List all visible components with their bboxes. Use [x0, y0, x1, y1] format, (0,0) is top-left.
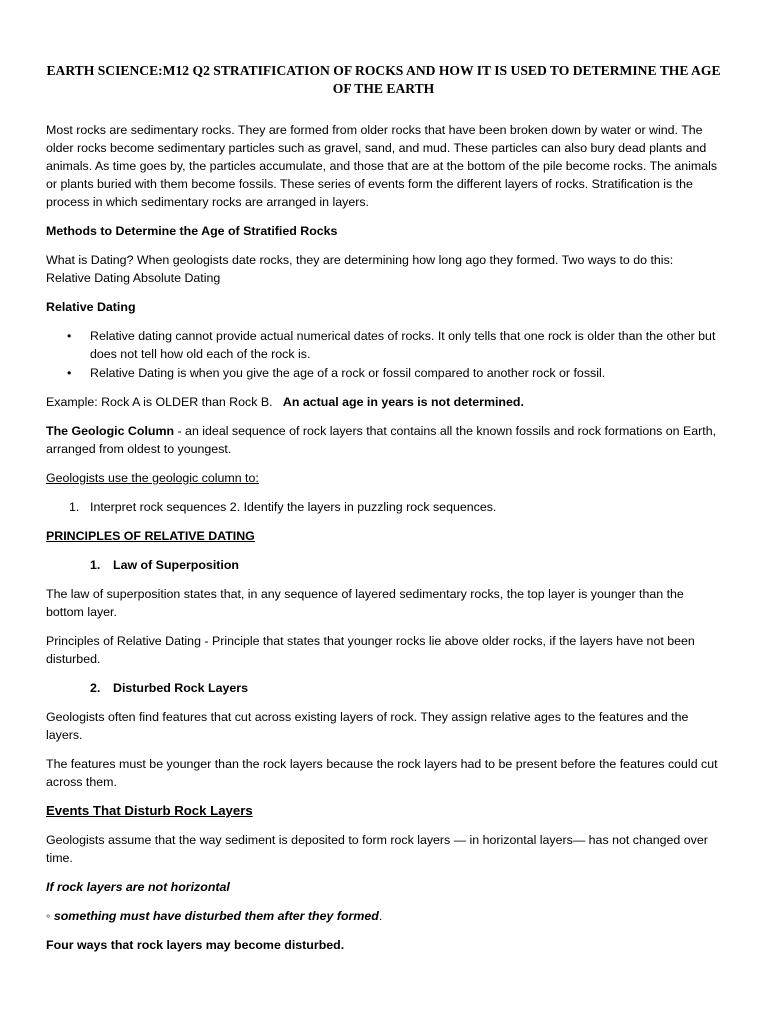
not-horizontal-text: If rock layers are not horizontal	[46, 880, 230, 894]
principles-definition-paragraph: Principles of Relative Dating - Principle that states that younger rocks lie above older rocks, if the layers have not been disturbed.	[46, 634, 695, 666]
relative-dating-heading: Relative Dating	[46, 300, 136, 314]
principles-paragraph	[46, 527, 721, 545]
intro-paragraph: Most rocks are sedimentary rocks. They are formed from older rocks that have been broken down by water or wind. The older rocks become sedimentary particles such as gravel, sand, and mud. These particles can also bury dead plants and animals. As time goes by, the particles accumulate, and those that are at the bottom of the pile become rocks. The animals or plants buried with them become fossils. These series of events form the different layers of rocks. Stratification is the process in which sedimentary rocks are arranged in layers.	[46, 123, 718, 209]
circle-bullet-icon: ◦	[46, 909, 54, 923]
geologists-use-paragraph	[46, 469, 721, 487]
list-item: • Relative dating cannot provide actual numerical dates of rocks. It only tells that one rock is older than the other but does not tell how old each of the rock is.	[90, 327, 721, 363]
events-heading: Events That Disturb Rock Layers	[46, 803, 253, 818]
four-ways-text: Four ways that rock layers may become disturbed.	[46, 938, 345, 952]
disturbed-rock-layers-heading	[46, 679, 721, 697]
superposition-paragraph: The law of superposition states that, in any sequence of layered sedimentary rocks, the top layer is younger than the bottom layer.	[46, 587, 684, 619]
list-number: 2.	[90, 681, 101, 695]
geologic-column-term: The Geologic Column	[46, 424, 175, 438]
disturbed-paragraph-2: The features must be younger than the rock layers because the rock layers had to be present before the features could cut across them.	[46, 757, 718, 789]
uses-text: Interpret rock sequences 2. Identify the layers in puzzling rock sequences.	[90, 500, 497, 514]
law-of-superposition-heading	[46, 556, 721, 574]
geologists-use-text: Geologists use the geologic column to:	[46, 471, 259, 485]
example-bold-text: An actual age in years is not determined.	[282, 395, 524, 409]
law2-heading-text: Disturbed Rock Layers	[113, 681, 248, 695]
events-heading-paragraph	[46, 802, 721, 820]
uses-list-item	[46, 498, 721, 516]
document-title: EARTH SCIENCE:M12 Q2 STRATIFICATION OF ROCKS AND HOW IT IS USED TO DETERMINE THE AGE OF THE EARTH	[46, 63, 721, 96]
list-item: • Relative Dating is when you give the age of a rock or fossil compared to another rock or fossil.	[90, 364, 721, 382]
methods-heading: Methods to Determine the Age of Stratified Rocks	[46, 224, 338, 238]
list-number: 1.	[69, 500, 80, 514]
disturbed-paragraph-1: Geologists often find features that cut across existing layers of rock. They assign relative ages to the features and the layers.	[46, 710, 689, 742]
events-paragraph: Geologists assume that the way sediment is deposited to form rock layers — in horizontal layers— has not changed over time.	[46, 833, 708, 865]
something-paragraph	[46, 907, 721, 925]
something-suffix: .	[378, 909, 383, 923]
law1-heading-text: Law of Superposition	[113, 558, 239, 572]
geologic-column-definition: - an ideal sequence of rock layers that contains all the known fossils and rock formations on Earth, arranged from oldest to youngest.	[46, 424, 717, 456]
geologic-column-paragraph	[46, 422, 721, 458]
principles-heading: PRINCIPLES OF RELATIVE DATING	[46, 529, 255, 543]
list-number: 1.	[90, 558, 101, 572]
example-text: Example: Rock A is OLDER than Rock B.	[46, 395, 273, 409]
dating-paragraph: What is Dating? When geologists date rocks, they are determining how long ago they formed. Two ways to do this: Relative Dating Absolute Dating	[46, 253, 674, 285]
something-bold-text: something must have disturbed them after they formed	[53, 909, 379, 923]
relative-dating-list	[46, 327, 721, 382]
example-paragraph	[46, 393, 721, 411]
